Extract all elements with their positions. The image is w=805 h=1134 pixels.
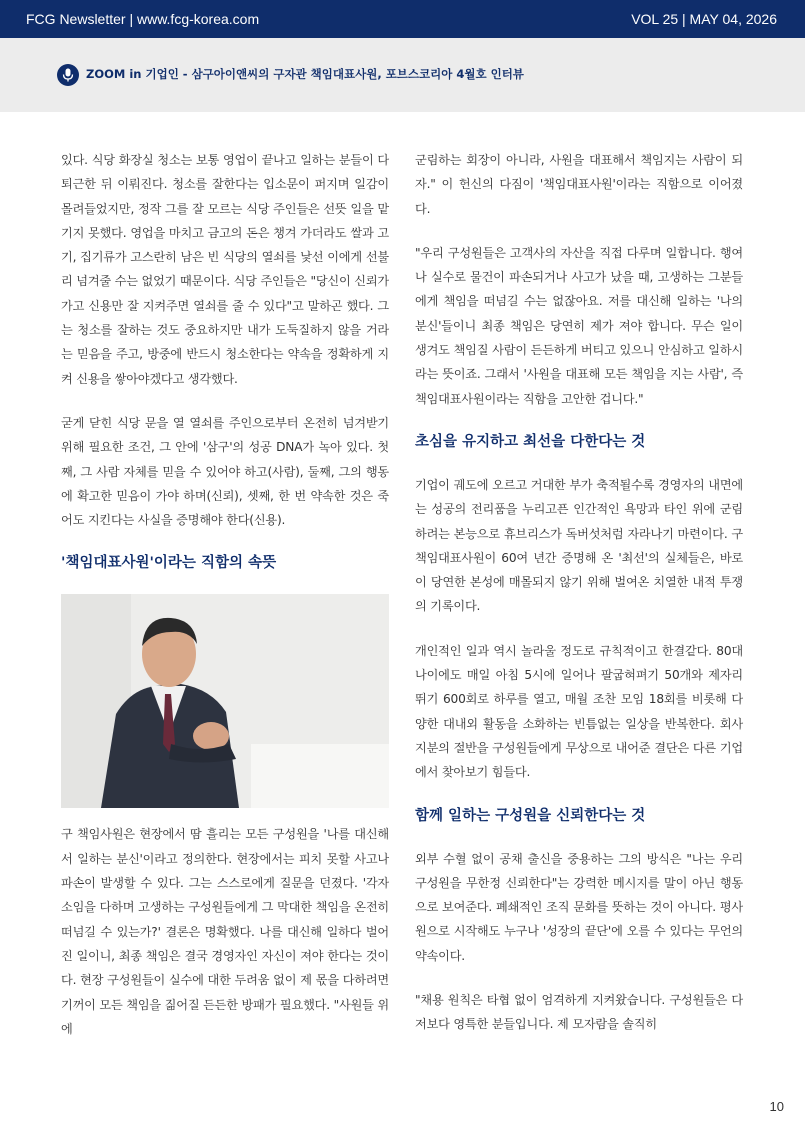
right-column [415, 148, 743, 1057]
paragraph: 기업이 궤도에 오르고 거대한 부가 축적될수록 경영자의 내면에는 성공의 전리품을 누리고픈 인간적인 욕망과 타인 위에 군림하려는 본능으로 휴브리스가 독버섯처럼 자라나기 마련이다. 구 책임대표사원이 60여 년간 증명해 온 '최선'의 실체들은, 바로 이 당연한 본성에 매몰되지 않기 위해 벌여온 치열한 내적 투쟁의 기록이다. [415, 477, 743, 614]
paragraph: 개인적인 일과 역시 놀라울 정도로 규칙적이고 한결같다. 80대 나이에도 매일 아침 5시에 일어나 팔굽혀펴기 50개와 제자리 뛰기 600회로 하루를 열고, 매월 조찬 모임 18회를 비롯해 다양한 대내외 활동을 소화하는 빈틈없는 일상을 반복한다. 회사 지분의 절반을 구성원들에게 무상으로 내어준 결단은 다른 기업에서 찾아보기 힘들다. [415, 643, 743, 780]
paragraph: 구 책임사원은 현장에서 땀 흘리는 모든 구성원을 '나를 대신해서 일하는 분신'이라고 정의한다. 현장에서는 피치 못할 사고나 파손이 발생할 수 있다. 그는 스스로에게 질문을 던졌다. '각자 소임을 다하며 고생하는 구성원들에게 그 막대한 책임을 온전히 떠넘길 수 있는가?' 결론은 명확했다. 나를 대신해 일하다 벌어진 일이니, 최종 책임은 결국 경영자인 자신이 져야 한다는 것이다. 현장 구성원들이 실수에 대한 두려움 없이 제 몫을 다하려면 기꺼이 모든 책임을 짊어질 든든한 방패가 필요했다. "사원들 위에 [61, 827, 389, 1036]
paragraph: 있다. 식당 화장실 청소는 보통 영업이 끝나고 일하는 분들이 다 퇴근한 뒤 이뤄진다. 청소를 잘한다는 입소문이 퍼지며 일감이 몰려들었지만, 정작 그를 잘 모르는 식당 주인들은 선뜻 일을 맡기지 못했다. 영업을 마치고 금고의 돈은 챙겨 가더라도 쌀과 고기, 집기류가 고스란히 남은 빈 식당의 열쇠를 낯선 이에게 선불리 넘겨줄 수는 없었기 때문이다. 식당 주인들은 "당신이 신뢰가 가고 신용만 잘 지켜주면 열쇠를 줄 수 있다"고 말하곤 했다. 그는 청소를 잘하는 것도 중요하지만 내가 도둑질하지 않을 거라는 믿음을 주고, 방중에 반드시 청소한다는 약속을 정확하게 지켜 신용을 쌓아야겠다고 생각했다. [61, 153, 389, 386]
microphone-icon [57, 64, 79, 86]
paragraph: 외부 수혈 없이 공채 출신을 중용하는 그의 방식은 "나는 우리 구성원을 무한정 신뢰한다"는 강력한 메시지를 말이 아닌 행동으로 보여준다. 폐쇄적인 조직 문화를 뜻하는 것이 아니다. 평사원으로 시작해도 누구나 '성장의 끝단'에 오를 수 있다는 무언의 약속이다. [415, 851, 743, 963]
newsletter-name: FCG Newsletter | www.fcg-korea.com [26, 11, 260, 27]
section-heading: '책임대표사원'이라는 직함의 속뜻 [61, 555, 277, 572]
section-title: ZOOM in 기업인 - 삼구아이앤씨의 구자관 책임대표사원, 포브스코리아 4월호 인터뷰 [86, 67, 524, 81]
paragraph: 군림하는 회장이 아니라, 사원을 대표해서 책임지는 사람이 되자." 이 헌신의 다짐이 '책임대표사원'이라는 직함으로 이어졌다. [415, 153, 743, 216]
issue-date: VOL 25 | MAY 04, 2026 [631, 11, 777, 27]
quote-paragraph: "우리 구성원들은 고객사의 자산을 직접 다루며 일합니다. 행여나 실수로 물건이 파손되거나 사고가 났을 때, 고생하는 그분들에게 책임을 떠넘길 수는 없잖아요. 저를 대신해 일하는 '나의 분신'들이니 최종 책임은 당연히 제가 져야 합니다. 무슨 일이 생겨도 책임질 사람이 든든하게 버티고 있으니 안심하고 일하시라는 뜻이죠. 그래서 '사원을 대표해 모든 책임을 지는 사람', 즉 책임대표사원이라는 직함을 고안한 겁니다." [415, 245, 743, 406]
paragraph: 굳게 닫힌 식당 문을 열 열쇠를 주인으로부터 온전히 넘겨받기 위해 필요한 조건, 그 안에 '삼구'의 성공 DNA가 녹아 있다. 첫째, 그 사람 자체를 믿을 수 있어야 하고(사람), 둘째, 그의 행동에 확고한 믿음이 가야 하며(신뢰), 셋째, 한 번 약속한 것은 죽어도 지킨다는 사실을 증명해야 한다(신용). [61, 415, 389, 528]
portrait-photo [61, 594, 389, 808]
section-heading: 초심을 유지하고 최선을 다한다는 것 [415, 433, 646, 450]
page-number: 10 [769, 1099, 784, 1114]
section-heading: 함께 일하는 구성원을 신뢰한다는 것 [415, 807, 646, 824]
left-column [61, 148, 389, 1061]
quote-paragraph: "채용 원칙은 타협 없이 엄격하게 지켜왔습니다. 구성원들은 다 저보다 영특한 분들입니다. 제 모자람을 솔직히 [415, 993, 743, 1032]
header-bar [0, 0, 805, 38]
